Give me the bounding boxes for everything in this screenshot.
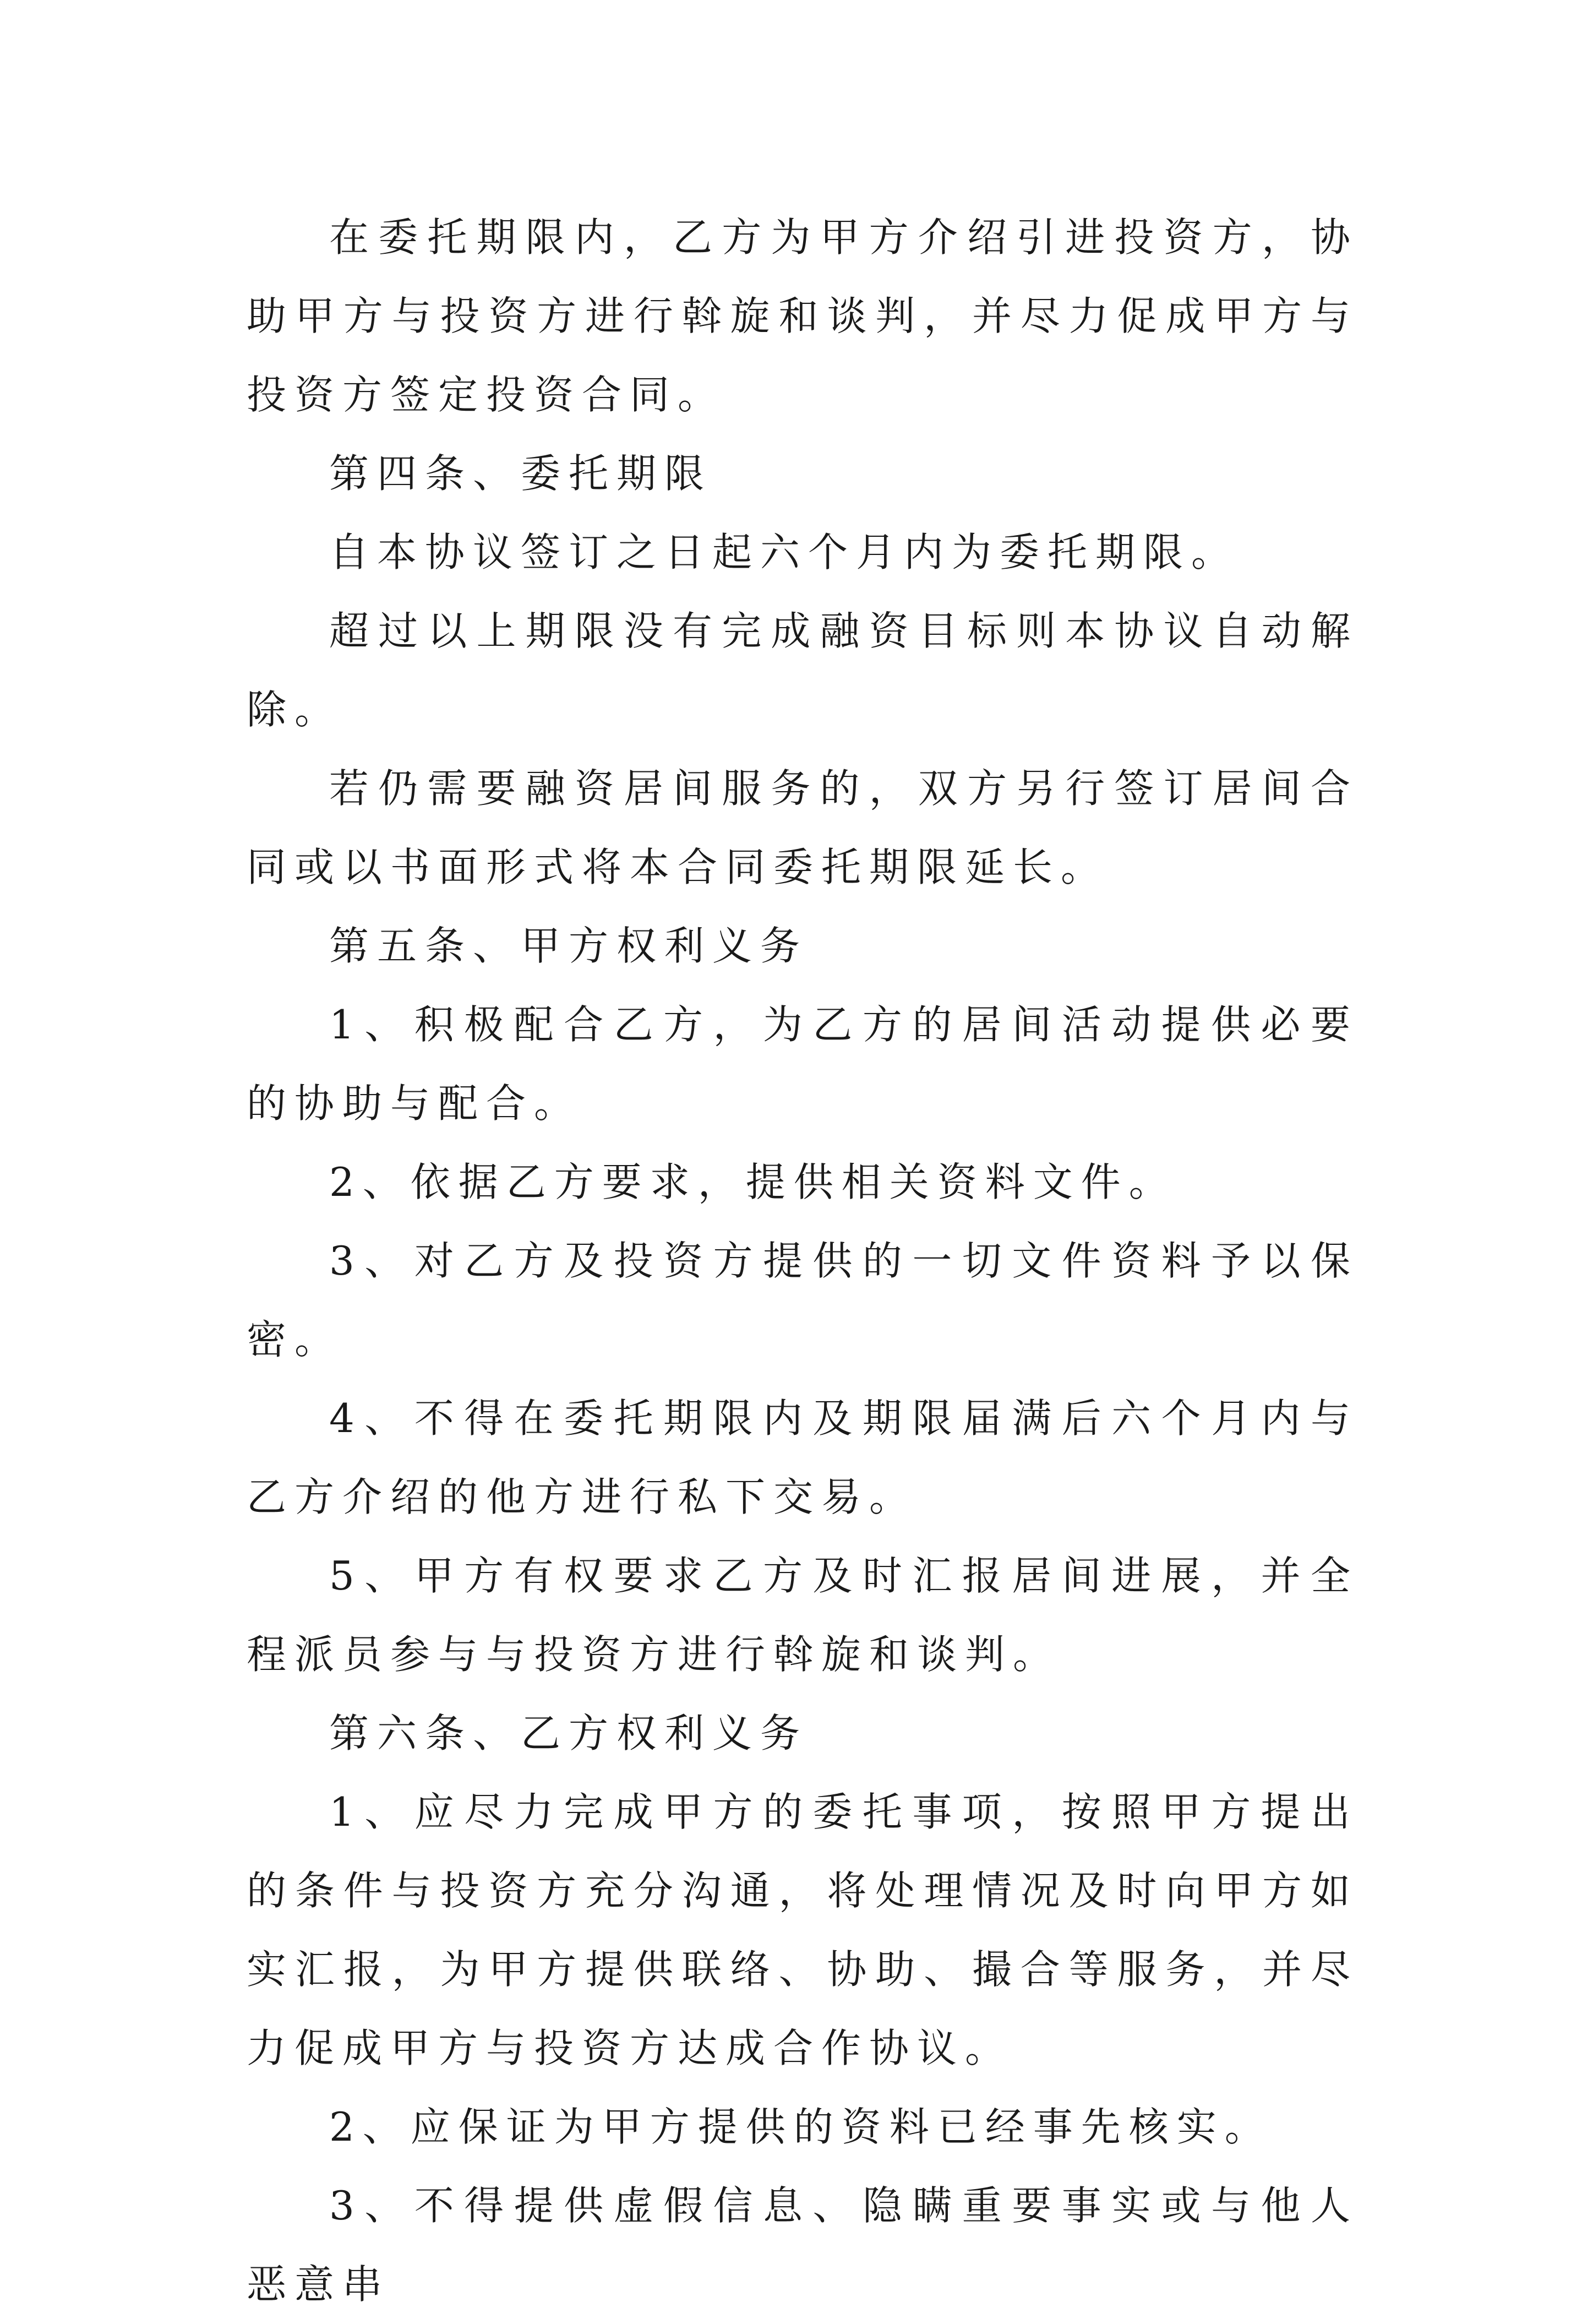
list-item-party-a-2: 2、依据乙方要求，提供相关资料文件。 — [329, 1159, 1177, 1205]
list-item-party-a-4: 4、不得在委托期限内及期限届满后六个月内与乙方介绍的他方进行私下交易。 — [247, 1395, 1359, 1520]
list-item-party-a-1: 1、积极配合乙方，为乙方的居间活动提供必要的协助与配合。 — [247, 1002, 1359, 1126]
paragraph-extension: 若仍需要融资居间服务的，双方另行签订居间合同或以书面形式将本合同委托期限延长。 — [247, 765, 1359, 890]
document-body — [247, 198, 1359, 2324]
heading-article-4: 第四条、委托期限 — [329, 450, 713, 497]
paragraph-entrustment-scope: 在委托期限内，乙方为甲方介绍引进投资方，协助甲方与投资方进行斡旋和谈判，并尽力促成甲方与投资方签定投资合同。 — [247, 214, 1359, 418]
list-item-party-b-3: 3、不得提供虚假信息、隐瞒重要事实或与他人恶意串 — [247, 2183, 1359, 2307]
list-item-party-b-2: 2、应保证为甲方提供的资料已经事先核实。 — [329, 2104, 1273, 2150]
paragraph-auto-termination: 超过以上期限没有完成融资目标则本协议自动解除。 — [247, 608, 1359, 733]
heading-article-5: 第五条、甲方权利义务 — [329, 923, 809, 969]
list-item-party-b-1: 1、应尽力完成甲方的委托事项，按照甲方提出的条件与投资方充分沟通，将处理情况及时向甲方如实汇报，为甲方提供联络、协助、撮合等服务，并尽力促成甲方与投资方达成合作协议。 — [247, 1789, 1359, 2071]
list-item-party-a-3: 3、对乙方及投资方提供的一切文件资料予以保密。 — [247, 1238, 1359, 1363]
heading-article-6: 第六条、乙方权利义务 — [329, 1710, 809, 1756]
list-item-party-a-5: 5、甲方有权要求乙方及时汇报居间进展，并全程派员参与与投资方进行斡旋和谈判。 — [247, 1553, 1359, 1678]
paragraph-entrustment-period: 自本协议签订之日起六个月内为委托期限。 — [329, 529, 1240, 575]
